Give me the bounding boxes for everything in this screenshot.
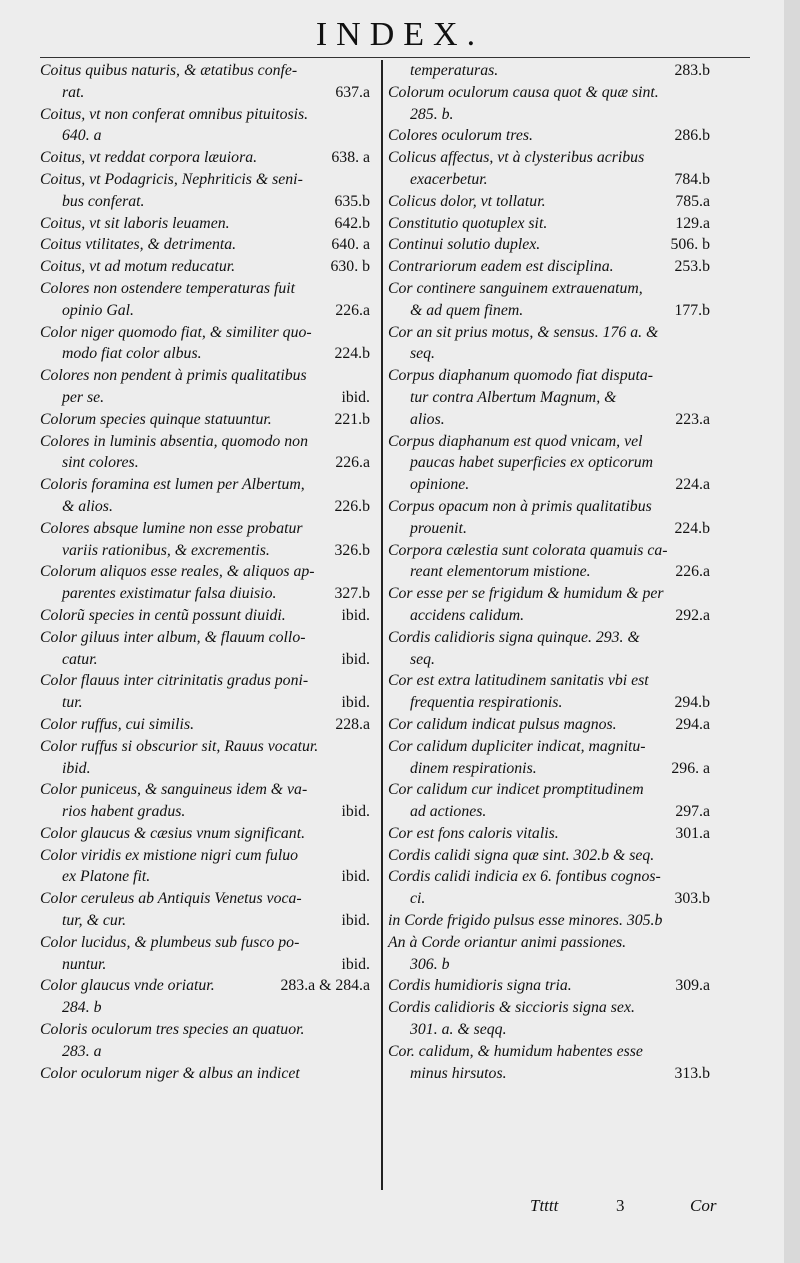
index-entry <box>388 256 710 278</box>
index-entry <box>40 213 370 235</box>
entry-page: 294.b <box>674 694 710 712</box>
entry-text: Colorum aliquos esse reales, & aliquos ap- <box>40 563 315 581</box>
entry-page: ibid. <box>341 803 370 821</box>
entry-text: Cor esse per se frigidum & humidum & per <box>388 585 664 603</box>
entry-continuation-text: sint colores. <box>62 454 139 472</box>
entry-page: 326.b <box>334 541 370 559</box>
entry-text: Coitus, vt reddat corpora læuiora. <box>40 149 258 167</box>
entry-text: Color ruffus, cui similis. <box>40 715 195 733</box>
entry-page <box>364 1041 370 1063</box>
index-entry <box>388 365 710 387</box>
index-entry-continuation <box>40 1041 370 1063</box>
entry-page: 224.b <box>674 519 710 537</box>
entry-continuation-text: catur. <box>62 650 98 668</box>
entry-page: 313.b <box>674 1064 710 1082</box>
entry-page: 303.b <box>674 890 710 908</box>
entry-continuation-text: modo fiat color albus. <box>62 345 202 363</box>
index-entry-continuation <box>388 561 710 583</box>
entry-text: Corpus opacum non à primis qualitatibus <box>388 497 652 515</box>
entry-text: alios. <box>410 410 445 428</box>
entry-page <box>364 125 370 147</box>
entry-text: Colores non ostendere temperaturas fuit <box>40 279 296 297</box>
entry-text: Corpora cælestia sunt colorata quamuis ca- <box>388 541 668 559</box>
entry-text: 284. b <box>62 999 102 1017</box>
entry-text: Colorum species quinque statuuntur. <box>40 410 272 428</box>
entry-text: Colicus dolor, vt tollatur. <box>388 192 546 210</box>
index-entry <box>388 845 710 867</box>
entry-text: Coitus vtilitates, & detrimenta. <box>40 236 237 254</box>
entry-continuation-text: opinio Gal. <box>62 301 134 319</box>
index-entry <box>40 169 370 191</box>
entry-continuation-text: per se. <box>62 388 105 406</box>
entry-continuation-text: frequentia respirationis. <box>410 694 563 712</box>
entry-continuation-text: tur contra Albertum Magnum, & <box>410 388 617 406</box>
entry-page <box>364 823 370 845</box>
index-entry-continuation <box>388 954 710 976</box>
index-entry <box>40 365 370 387</box>
index-entry <box>40 627 370 649</box>
entry-page: 286.b <box>674 127 710 145</box>
entry-continuation-text: tur, & cur. <box>62 912 127 930</box>
right-index-column <box>388 60 710 1084</box>
index-entry-continuation <box>40 649 370 671</box>
index-entry <box>388 125 710 147</box>
index-entry-continuation <box>388 692 710 714</box>
entry-continuation-text: bus conferat. <box>62 192 145 210</box>
index-entry-continuation <box>40 583 370 605</box>
index-entry-continuation <box>40 82 370 104</box>
entry-continuation-text: & alios. <box>62 497 113 515</box>
entry-continuation-text: & ad quem finem. <box>410 301 524 319</box>
entry-page: ibid. <box>341 955 370 973</box>
index-entry <box>388 736 710 758</box>
index-entry <box>40 409 370 431</box>
entry-text: opinione. <box>410 476 470 494</box>
entry-page <box>704 910 710 932</box>
index-entry-continuation <box>40 758 370 780</box>
entry-page <box>704 452 710 474</box>
signature-mark: Ttttt <box>530 1196 559 1215</box>
index-entry-continuation <box>388 104 710 126</box>
entry-page <box>704 649 710 671</box>
index-entry <box>40 1019 370 1041</box>
entry-text: Color glaucus & cæsius vnum significant. <box>40 824 306 842</box>
entry-page: 226.b <box>334 497 370 515</box>
entry-page: 177.b <box>674 301 710 319</box>
index-entry <box>40 888 370 910</box>
index-entry <box>388 82 710 104</box>
index-entry <box>40 823 370 845</box>
entry-continuation-text: seq. <box>410 650 436 668</box>
index-entry <box>40 997 370 1019</box>
index-entry-continuation <box>388 1063 710 1085</box>
index-entry <box>388 278 710 300</box>
index-entry <box>388 409 710 431</box>
entry-text: Color lucidus, & plumbeus sub fusco po- <box>40 933 300 951</box>
index-entry-continuation <box>388 518 710 540</box>
entry-page: 506. b <box>670 236 710 254</box>
index-entry-continuation <box>40 452 370 474</box>
entry-page: ibid. <box>341 650 370 668</box>
entry-page: 309.a <box>675 977 710 995</box>
index-entry <box>40 234 370 256</box>
index-entry <box>40 474 370 496</box>
index-entry <box>40 561 370 583</box>
entry-text: Cordis calidioris signa quinque. 293. & <box>388 628 640 646</box>
index-entry <box>388 997 710 1019</box>
index-entry <box>40 714 370 736</box>
entry-continuation-text: 306. b <box>410 955 450 973</box>
entry-continuation-text: variis rationibus, & excrementis. <box>62 541 270 559</box>
entry-page: 221.b <box>334 410 370 428</box>
entry-continuation-text: 285. b. <box>410 105 454 123</box>
entry-page: 301.a <box>675 824 710 842</box>
entry-text: Cor est extra latitudinem sanitatis vbi est <box>388 672 649 690</box>
index-entry-continuation <box>40 866 370 888</box>
index-entry <box>388 975 710 997</box>
index-entry-continuation <box>40 496 370 518</box>
entry-text: Coitus, vt non conferat omnibus pituitosis. <box>40 105 309 123</box>
entry-text: Constitutio quotuplex sit. <box>388 214 548 232</box>
entry-text: Colorũ species in centũ possunt diuidi. <box>40 606 286 624</box>
page-edge <box>784 0 800 1263</box>
index-entry <box>40 779 370 801</box>
entry-text: Cor an sit prius motus, & sensus. 176 a. & <box>388 323 659 341</box>
index-entry <box>388 540 710 562</box>
entry-page: 637.a <box>335 83 370 101</box>
entry-text: Coitus, vt Podagricis, Nephriticis & seni- <box>40 170 303 188</box>
index-entry <box>388 322 710 344</box>
index-entry-continuation <box>40 125 370 147</box>
entry-continuation-text: ci. <box>410 890 426 908</box>
index-entry-continuation <box>388 758 710 780</box>
entry-continuation-text: nuntur. <box>62 955 107 973</box>
entry-text: Colores in luminis absentia, quomodo non <box>40 432 308 450</box>
entry-text: Cor est fons caloris vitalis. <box>388 824 559 842</box>
entry-page: 224.a <box>675 476 710 494</box>
index-entry <box>40 104 370 126</box>
entry-continuation-text: ex Platone fit. <box>62 868 151 886</box>
entry-continuation-text: exacerbetur. <box>410 170 488 188</box>
entry-continuation-text: 283. a <box>62 1042 102 1060</box>
entry-continuation-text: paucas habet superficies ex opticorum <box>410 454 654 472</box>
index-entry-continuation <box>40 387 370 409</box>
index-entry <box>388 474 710 496</box>
entry-text: Color glaucus vnde oriatur. <box>40 977 215 995</box>
entry-page <box>704 845 710 867</box>
header-rule <box>40 57 750 58</box>
index-entry-continuation <box>40 343 370 365</box>
index-entry <box>40 670 370 692</box>
entry-continuation-text: 301. a. & seqq. <box>410 1021 507 1039</box>
entry-text: Color ruffus si obscurior sit, Rauus vocatur. <box>40 737 319 755</box>
entry-text: Coitus quibus naturis, & ætatibus confe- <box>40 62 298 79</box>
entry-page <box>704 104 710 126</box>
entry-page <box>704 343 710 365</box>
index-entry <box>40 431 370 453</box>
entry-page: ibid. <box>341 606 370 624</box>
entry-page: 253.b <box>674 258 710 276</box>
index-entry <box>40 60 370 82</box>
entry-continuation-text: ibid. <box>62 759 91 777</box>
entry-page: 129.a <box>675 214 710 232</box>
entry-continuation-text: seq. <box>410 345 436 363</box>
entry-text: Cordis calidi signa quæ sint. 302.b & seq. <box>388 846 655 864</box>
entry-text: Corpus diaphanum quomodo fiat disputa- <box>388 367 654 385</box>
entry-text: Coloris foramina est lumen per Albertum, <box>40 476 305 494</box>
entry-text: Contrariorum eadem est disciplina. <box>388 258 614 276</box>
entry-text: An à Corde oriantur animi passiones. <box>388 933 627 951</box>
entry-text: Color flauus inter citrinitatis gradus poni- <box>40 672 309 690</box>
index-entry-continuation <box>388 1019 710 1041</box>
entry-text: Coitus, vt sit laboris leuamen. <box>40 214 230 232</box>
index-entry <box>40 1063 370 1085</box>
signature-number: 3 <box>616 1196 625 1215</box>
index-entry <box>388 866 710 888</box>
index-entry <box>388 496 710 518</box>
index-entry <box>388 583 710 605</box>
entry-text: Cor calidum indicat pulsus magnos. <box>388 715 617 733</box>
entry-continuation-text: reant elementorum mistione. <box>410 563 591 581</box>
entry-page: 226.a <box>335 454 370 472</box>
index-entry <box>388 779 710 801</box>
index-entry <box>388 147 710 169</box>
index-entry <box>388 60 710 82</box>
entry-text: Color viridis ex mistione nigri cum fuluo <box>40 846 299 864</box>
index-entry <box>388 627 710 649</box>
entry-text: Corpus diaphanum est quod vnicam, vel <box>388 432 643 450</box>
index-entry <box>40 322 370 344</box>
index-entry-continuation <box>40 910 370 932</box>
index-entry-continuation <box>388 300 710 322</box>
entry-page: 283.a & 284.a <box>280 977 370 995</box>
index-entry <box>388 932 710 954</box>
entry-text: Cordis humidioris signa tria. <box>388 977 572 995</box>
entry-page: 785.a <box>675 192 710 210</box>
entry-page: 635.b <box>334 192 370 210</box>
index-entry-continuation <box>388 801 710 823</box>
entry-continuation-text: parentes existimatur falsa diuisio. <box>62 585 277 603</box>
entry-continuation-text: 640. a <box>62 127 102 145</box>
entry-page: 297.a <box>675 803 710 821</box>
entry-page: 228.a <box>335 715 370 733</box>
index-entry <box>40 256 370 278</box>
index-entry <box>40 845 370 867</box>
entry-page: 784.b <box>674 170 710 188</box>
entry-text: Cor. calidum, & humidum habentes esse <box>388 1042 643 1060</box>
index-entry-continuation <box>388 649 710 671</box>
entry-page: 638. a <box>331 149 370 167</box>
entry-text: Color oculorum niger & albus an indicet <box>40 1064 300 1082</box>
entry-text: Colicus affectus, vt à clysteribus acribus <box>388 149 645 167</box>
entry-continuation-text: prouenit. <box>410 519 467 537</box>
entry-continuation-text: accidens calidum. <box>410 606 525 624</box>
index-entry-continuation <box>388 888 710 910</box>
entry-page: ibid. <box>341 868 370 886</box>
page-title: INDEX. <box>315 16 485 53</box>
index-entry-continuation <box>388 452 710 474</box>
index-entry-continuation <box>40 191 370 213</box>
entry-text: Cordis calidioris & siccioris signa sex. <box>388 999 635 1017</box>
index-entry <box>388 910 710 932</box>
index-entry <box>388 714 710 736</box>
index-entry <box>40 605 370 627</box>
entry-text: Cordis calidi indicia ex 6. fontibus cognos- <box>388 868 661 886</box>
index-entry <box>40 278 370 300</box>
index-entry-continuation <box>40 954 370 976</box>
entry-page: 226.a <box>335 301 370 319</box>
index-entry <box>40 736 370 758</box>
entry-page: 630. b <box>330 258 370 276</box>
column-divider <box>381 60 383 1190</box>
entry-page <box>704 954 710 976</box>
index-entry <box>388 191 710 213</box>
entry-text: Color ceruleus ab Antiquis Venetus voca- <box>40 890 302 908</box>
index-entry-continuation <box>40 692 370 714</box>
entry-text: in Corde frigido pulsus esse minores. 305.b <box>388 912 663 930</box>
entry-continuation-text: ad actiones. <box>410 803 487 821</box>
index-entry <box>388 234 710 256</box>
entry-text: Colores non pendent à primis qualitatibus <box>40 367 307 385</box>
index-entry <box>40 975 370 997</box>
entry-continuation-text: tur. <box>62 694 83 712</box>
entry-text: Color puniceus, & sanguineus idem & va- <box>40 781 308 799</box>
index-entry <box>388 670 710 692</box>
left-index-column <box>40 60 370 1084</box>
entry-text: Coitus, vt ad motum reducatur. <box>40 258 236 276</box>
index-entry-continuation <box>388 169 710 191</box>
entry-page: ibid. <box>341 694 370 712</box>
entry-page: ibid. <box>341 388 370 406</box>
entry-page <box>704 1019 710 1041</box>
entry-text: Continui solutio duplex. <box>388 236 541 254</box>
entry-text: Coloris oculorum tres species an quatuor. <box>40 1021 305 1039</box>
index-entry <box>388 213 710 235</box>
entry-text: Color giluus inter album, & flauum collo- <box>40 628 306 646</box>
entry-text: Colores absque lumine non esse probatur <box>40 519 303 537</box>
entry-page: 640. a <box>331 236 370 254</box>
entry-page <box>704 387 710 409</box>
index-entry-continuation <box>388 387 710 409</box>
catchword: Cor <box>690 1196 717 1215</box>
entry-page: 642.b <box>334 214 370 232</box>
index-entry-continuation <box>388 343 710 365</box>
entry-page <box>364 1063 370 1085</box>
entry-page: 223.a <box>675 410 710 428</box>
entry-text: Cor continere sanguinem extrauenatum, <box>388 279 643 297</box>
index-entry <box>388 431 710 453</box>
index-entry-continuation <box>388 605 710 627</box>
index-entry-continuation <box>40 801 370 823</box>
entry-page: ibid. <box>341 912 370 930</box>
entry-page: 296. a <box>671 759 710 777</box>
entry-text: temperaturas. <box>410 62 499 79</box>
entry-continuation-text: rios habent gradus. <box>62 803 186 821</box>
entry-text: Cor calidum cur indicet promptitudinem <box>388 781 644 799</box>
entry-continuation-text: rat. <box>62 83 85 101</box>
index-entry <box>40 932 370 954</box>
entry-page: 327.b <box>334 585 370 603</box>
index-entry <box>40 147 370 169</box>
entry-page <box>364 758 370 780</box>
entry-text: Color niger quomodo fiat, & similiter quo- <box>40 323 312 341</box>
entry-continuation-text: dinem respirationis. <box>410 759 537 777</box>
entry-page: 224.b <box>334 345 370 363</box>
entry-page <box>364 997 370 1019</box>
entry-page: 283.b <box>674 62 710 79</box>
entry-text: Colores oculorum tres. <box>388 127 533 145</box>
index-entry <box>388 823 710 845</box>
index-entry <box>40 518 370 540</box>
index-entry <box>388 1041 710 1063</box>
entry-text: Cor calidum dupliciter indicat, magnitu- <box>388 737 646 755</box>
entry-page: 292.a <box>675 606 710 624</box>
entry-continuation-text: minus hirsutos. <box>410 1064 507 1082</box>
entry-page: 226.a <box>675 563 710 581</box>
entry-text: Colorum oculorum causa quot & quæ sint. <box>388 83 659 101</box>
index-entry-continuation <box>40 300 370 322</box>
entry-page: 294.a <box>675 715 710 733</box>
index-entry-continuation <box>40 540 370 562</box>
